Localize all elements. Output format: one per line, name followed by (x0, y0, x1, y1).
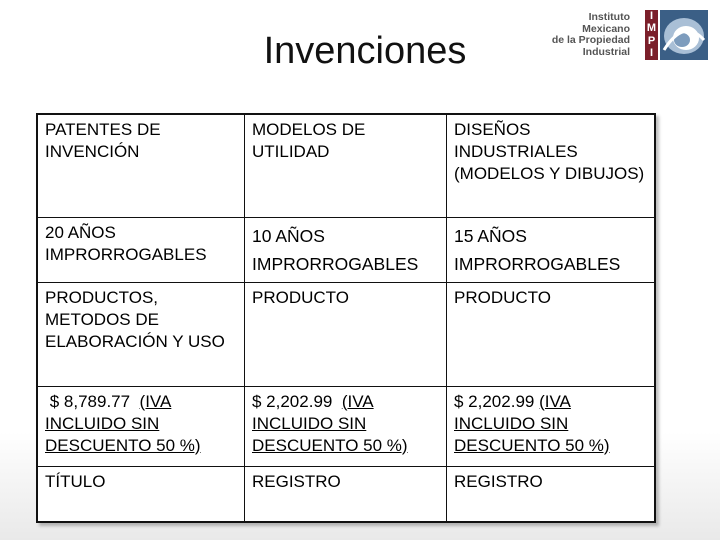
logo-line: Mexicano (582, 22, 630, 35)
logo-letter: I (649, 47, 654, 60)
table-cell: 20 AÑOS IMPRORROGABLES (37, 217, 245, 282)
logo-letters (645, 10, 658, 60)
price-note: (IVA INCLUIDO SIN DESCUENTO 50 %) (45, 391, 201, 455)
table-cell: 10 AÑOS IMPRORROGABLES (245, 217, 447, 282)
invenciones-table (36, 113, 656, 523)
table-row (37, 217, 655, 282)
logo-letter: M (646, 22, 657, 35)
price-value: $ 2,202.99 (454, 391, 540, 411)
logo-letter: P (647, 34, 656, 47)
table-cell: PRODUCTO (245, 282, 447, 386)
table-cell: DISEÑOS INDUSTRIALES (MODELOS Y DIBUJOS) (447, 114, 656, 217)
logo-mark-icon (660, 10, 708, 60)
logo-swirl-icon (660, 10, 708, 60)
logo-letter: I (649, 9, 654, 22)
impi-logo (551, 9, 708, 62)
table-row (37, 282, 655, 386)
table-cell: REGISTRO (447, 466, 656, 522)
table-cell-price (245, 386, 447, 466)
logo-text (552, 12, 630, 58)
price-value: $ 2,202.99 (252, 391, 342, 411)
table-cell-price (447, 386, 656, 466)
table-cell: 15 AÑOS IMPRORROGABLES (447, 217, 656, 282)
table-cell-price (37, 386, 245, 466)
table-cell: PATENTES DE INVENCIÓN (37, 114, 245, 217)
price-value: $ 8,789.77 (45, 391, 140, 411)
logo-line: Industrial (582, 45, 630, 58)
logo-line: de la Propiedad (551, 34, 630, 46)
table-cell: TÍTULO (37, 466, 245, 522)
logo-line: Instituto (588, 11, 630, 23)
table-row (37, 386, 655, 466)
table-cell: MODELOS DE UTILIDAD (245, 114, 447, 217)
price-note: (IVA INCLUIDO SIN DESCUENTO 50 %) (454, 391, 610, 455)
slide-title: Invenciones (263, 30, 467, 72)
table-cell: PRODUCTO (447, 282, 656, 386)
table-row (37, 114, 655, 217)
table-cell: PRODUCTOS, METODOS DE ELABORACIÓN Y USO (37, 282, 245, 386)
price-note: (IVA INCLUIDO SIN DESCUENTO 50 %) (252, 391, 408, 455)
table-cell: REGISTRO (245, 466, 447, 522)
table-row (37, 466, 655, 522)
